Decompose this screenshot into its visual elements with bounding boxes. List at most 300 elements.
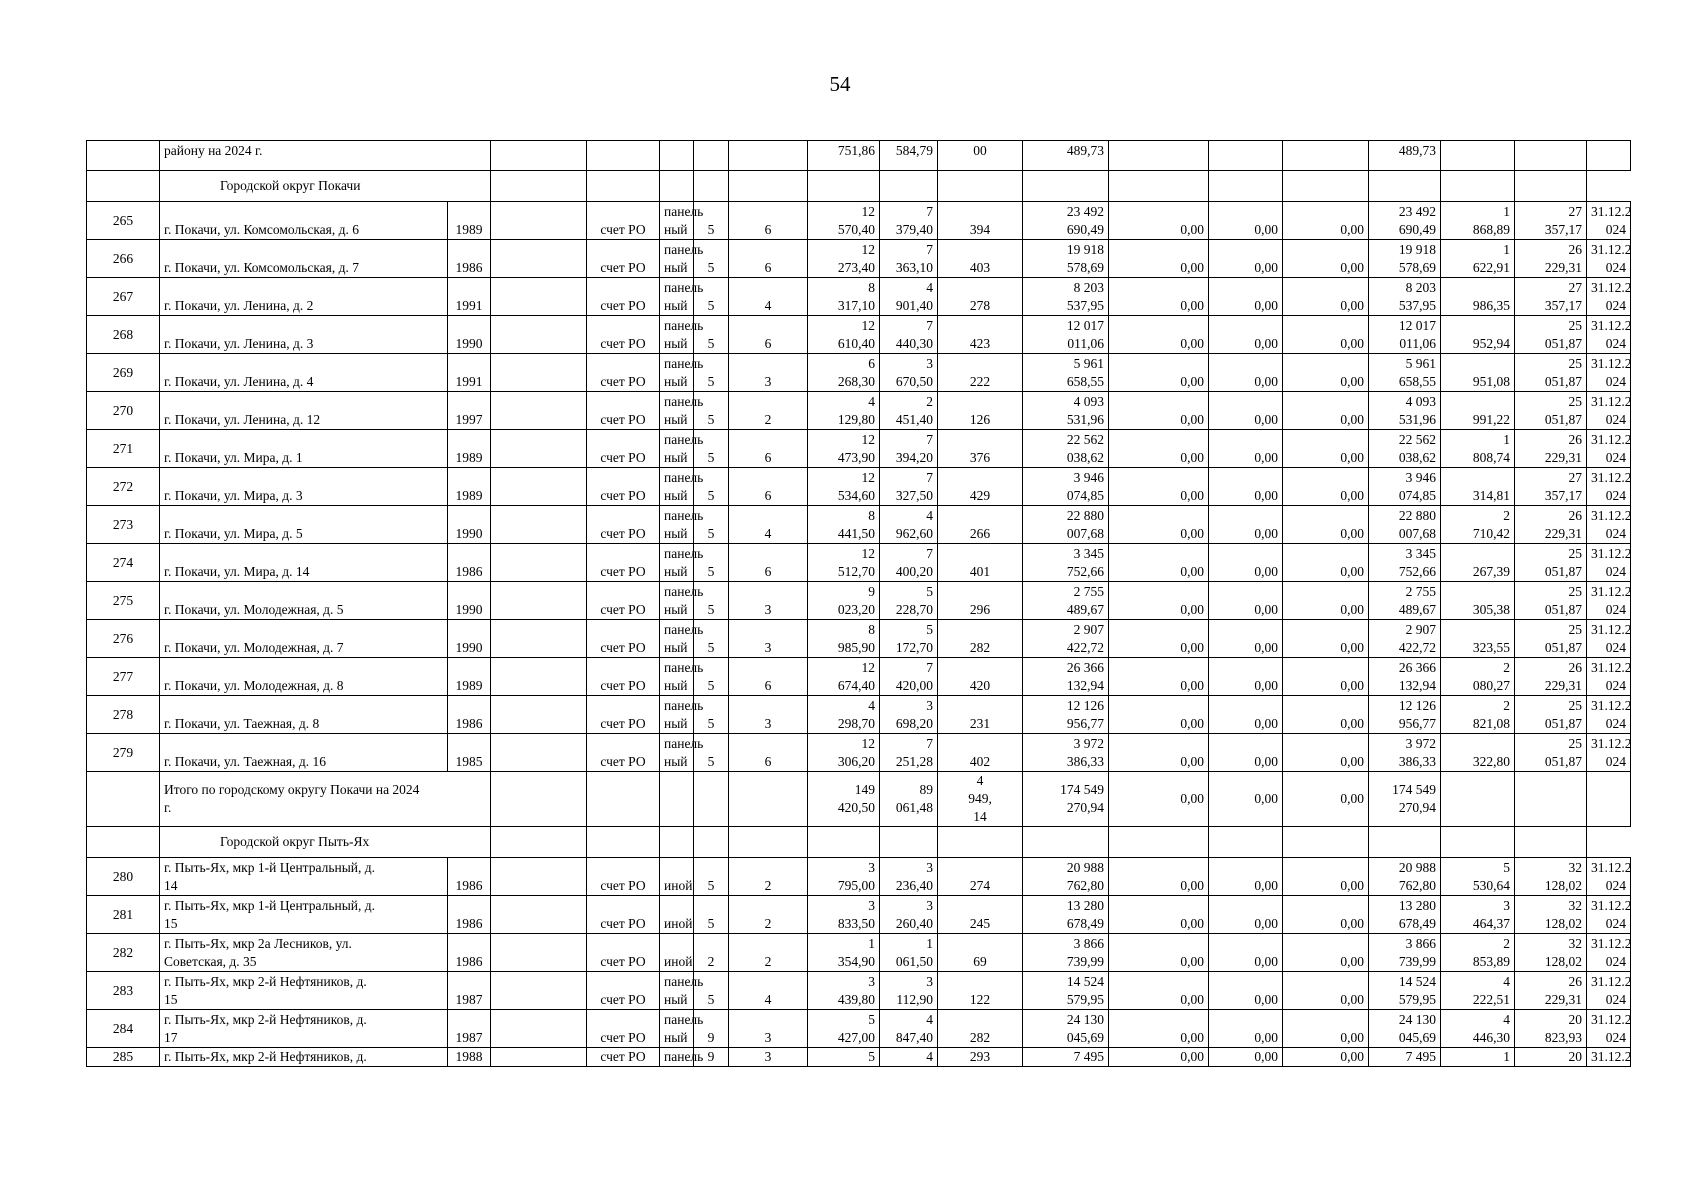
total-area [808,278,880,316]
unit-cost [1441,896,1515,934]
max-unit-cost [1515,544,1587,582]
cost-owners-line: 2 755 [1405,584,1436,599]
floors: 5 [694,392,729,430]
max-unit-cost [1515,430,1587,468]
total-cost [1023,468,1109,506]
residents: 282 [938,620,1023,658]
total-cost [1023,934,1109,972]
wall-material-line: панель [664,1012,704,1027]
total-cost [1023,544,1109,582]
unit-cost-line [1445,545,1510,563]
total-area-line: 3 [868,860,875,875]
year-built: 1990 [448,316,491,354]
cost-owners [1369,202,1441,240]
fund-method: счет РО [587,1010,660,1048]
unit-cost [1441,544,1515,582]
unit-cost-line [1445,355,1510,373]
deadline-line: 31.12.2 [1591,974,1632,989]
row-number: 266 [87,240,160,278]
cost-local: 0,00 [1283,772,1369,827]
empty-cell [1283,171,1369,202]
wall-material-line: ный [664,222,688,237]
total-cost-line: 3 866 [1073,936,1104,951]
cost-owners [1369,620,1441,658]
cost-owners-line: 956,77 [1398,716,1436,731]
living-area-line: 172,70 [895,640,933,655]
empty-cell [491,171,587,202]
total-cost-line: 8 203 [1073,280,1104,295]
row-number: 269 [87,354,160,392]
deadline-line: 024 [1605,450,1626,465]
total-cost-line: 386,33 [1066,754,1104,769]
living-area [880,278,938,316]
total-cost-line: 3 972 [1073,736,1104,751]
total-cost-line: 578,69 [1066,260,1104,275]
address: г. Покачи, ул. Ленина, д. 4 [160,354,448,392]
wall-material [660,620,704,658]
total-cost-line: 752,66 [1066,564,1104,579]
living-area-line: 3 [926,898,933,913]
cost-owners-line: 19 918 [1398,242,1436,257]
residents: 402 [938,734,1023,772]
cost-federal: 0,00 [1109,278,1209,316]
deadline-line: 31.12.2 [1591,584,1632,599]
entrances: 6 [729,316,808,354]
total-area-line: 306,20 [837,754,875,769]
empty-cell [694,171,729,202]
unit-cost [1441,354,1515,392]
cost-federal [1109,141,1209,171]
wall-material [660,240,704,278]
cost-federal: 0,00 [1109,658,1209,696]
cost-local: 0,00 [1283,658,1369,696]
deadline [1587,316,1631,354]
wall-material-line: панель [664,204,704,219]
floors: 5 [694,734,729,772]
max-unit-cost-line: 27 [1568,204,1582,219]
residents: 282 [938,1010,1023,1048]
total-cost: 7 495 [1023,1048,1109,1067]
table-row [87,278,1631,316]
wall-material [660,934,694,972]
cost-regional: 0,00 [1209,734,1283,772]
max-unit-cost-line: 25 [1568,622,1582,637]
deadline-line: 024 [1605,564,1626,579]
cost-local: 0,00 [1283,896,1369,934]
cost-owners-line: 422,72 [1398,640,1436,655]
max-unit-cost-line: 26 [1568,508,1582,523]
residents: 245 [938,896,1023,934]
living-area-line: 4 [926,1012,933,1027]
table-row [87,544,1631,582]
total-area-line: 149 [854,782,875,797]
total-area-line: 1 [868,936,875,951]
entrances: 2 [729,858,808,896]
living-area-line: 7 [926,204,933,219]
unit-cost-line: 4 [1503,974,1510,989]
residents: 278 [938,278,1023,316]
empty-cell [1209,827,1283,858]
residents: 403 [938,240,1023,278]
unit-cost [1441,141,1515,171]
table-row [87,934,1631,972]
total-cost-line: 26 366 [1066,660,1104,675]
cost-regional: 0,00 [1209,468,1283,506]
max-unit-cost-line: 128,02 [1544,954,1582,969]
max-unit-cost-line: 823,93 [1544,1030,1582,1045]
total-cost-line: 074,85 [1066,488,1104,503]
max-unit-cost [1515,141,1587,171]
wall-material [660,278,704,316]
empty-cell [938,171,1023,202]
cost-owners [1369,658,1441,696]
cost-local: 0,00 [1283,1048,1369,1067]
cost-local: 0,00 [1283,354,1369,392]
address [160,772,491,827]
unit-cost [1441,278,1515,316]
total-cost-line: 12 126 [1066,698,1104,713]
table-row [87,582,1631,620]
wall-material [660,430,704,468]
total-area [808,658,880,696]
unit-cost [1441,316,1515,354]
address-line: г. Пыть-Ях, мкр 2а Лесников, ул. [164,936,352,951]
cost-owners-line: 739,99 [1398,954,1436,969]
cost-owners-line: 22 562 [1398,432,1436,447]
deadline-line: 31.12.2 [1591,508,1632,523]
cost-owners-line: 14 524 [1398,974,1436,989]
cost-local: 0,00 [1283,696,1369,734]
unit-cost [1441,696,1515,734]
row-number: 281 [87,896,160,934]
max-unit-cost-line: 25 [1568,394,1582,409]
fund-method: счет РО [587,430,660,468]
cost-owners [1369,896,1441,934]
cost-owners-line: 13 280 [1398,898,1436,913]
year-built: 1990 [448,582,491,620]
max-unit-cost-line: 26 [1568,242,1582,257]
deadline [1587,582,1631,620]
year-built: 1989 [448,658,491,696]
year-built: 1990 [448,620,491,658]
residents: 429 [938,468,1023,506]
fund-method: счет РО [587,468,660,506]
wall-material-line: панель [664,660,704,675]
total-area-line: 610,40 [837,336,875,351]
empty-cell [587,772,660,827]
living-area [880,506,938,544]
address-line: 15 [164,992,178,1007]
residents: 69 [938,934,1023,972]
entrances: 6 [729,430,808,468]
cost-owners-line: 3 972 [1405,736,1436,751]
unit-cost [1441,772,1515,827]
address: г. Покачи, ул. Мира, д. 14 [160,544,448,582]
cost-regional: 0,00 [1209,354,1283,392]
fund-method: счет РО [587,278,660,316]
cost-owners-line: 578,69 [1398,260,1436,275]
cost-local: 0,00 [1283,582,1369,620]
wall-material-line: панель [664,974,704,989]
max-unit-cost-line: 27 [1568,470,1582,485]
max-unit-cost-line: 051,87 [1544,564,1582,579]
living-area-line: 451,40 [895,412,933,427]
section-row [87,827,1631,858]
total-area-line: 129,80 [837,412,875,427]
total-area [808,430,880,468]
total-cost-line: 23 492 [1066,204,1104,219]
wall-material-line: ный [664,716,688,731]
row-number: 275 [87,582,160,620]
total-area [808,858,880,896]
empty-cell [1515,171,1587,202]
cost-regional: 0,00 [1209,544,1283,582]
cost-local: 0,00 [1283,620,1369,658]
floors: 5 [694,506,729,544]
total-area [808,620,880,658]
max-unit-cost [1515,468,1587,506]
address [160,972,448,1010]
entrances: 6 [729,658,808,696]
max-unit-cost [1515,896,1587,934]
year-built: 1989 [448,468,491,506]
living-area-line: 670,50 [895,374,933,389]
row-number: 271 [87,430,160,468]
empty-cell [491,620,587,658]
cost-federal: 0,00 [1109,202,1209,240]
unit-cost-line: 5 [1503,860,1510,875]
total-area-line: 3 [868,974,875,989]
empty-cell [808,827,880,858]
max-unit-cost-line: 229,31 [1544,526,1582,541]
table-row [87,1010,1631,1048]
cost-owners-line: 537,95 [1398,298,1436,313]
wall-material-line: ный [664,450,688,465]
living-area-line: 1 [926,936,933,951]
total-area-line: 674,40 [837,678,875,693]
empty-cell [729,171,808,202]
living-area [880,468,938,506]
empty-cell [660,772,694,827]
row-number: 265 [87,202,160,240]
empty-cell [729,141,808,171]
unit-cost-line: 868,89 [1472,222,1510,237]
empty-cell [491,141,587,171]
total-area-line: 12 [861,736,875,751]
living-area-line: 420,00 [895,678,933,693]
max-unit-cost [1515,658,1587,696]
living-area-line: 363,10 [895,260,933,275]
floors: 5 [694,354,729,392]
entrances: 3 [729,1010,808,1048]
address-line: г. [164,800,172,815]
wall-material [660,972,704,1010]
cost-local: 0,00 [1283,972,1369,1010]
cost-regional: 0,00 [1209,392,1283,430]
floors: 5 [694,658,729,696]
total-cost-line: 2 755 [1073,584,1104,599]
total-cost [1023,772,1109,827]
empty-cell [491,734,587,772]
cost-federal: 0,00 [1109,1048,1209,1067]
total-cost [1023,506,1109,544]
table-row [87,354,1631,392]
total-cost-line: 132,94 [1066,678,1104,693]
deadline-line: 024 [1605,1030,1626,1045]
unit-cost-line: 2 [1503,936,1510,951]
total-area [808,468,880,506]
unit-cost-line: 1 [1503,204,1510,219]
living-area-line: 394,20 [895,450,933,465]
deadline-line: 31.12.2 [1591,204,1632,219]
max-unit-cost [1515,506,1587,544]
cost-owners-line: 26 366 [1398,660,1436,675]
cost-local: 0,00 [1283,1010,1369,1048]
living-area-line: 061,48 [895,800,933,815]
total-area [808,772,880,827]
max-unit-cost [1515,934,1587,972]
total-area-line: 4 [868,698,875,713]
total-cost-line: 762,80 [1066,878,1104,893]
entrances: 3 [729,620,808,658]
living-area [880,582,938,620]
total-area [808,896,880,934]
residents: 122 [938,972,1023,1010]
living-area: 4 [880,1048,938,1067]
total-cost-line: 4 093 [1073,394,1104,409]
wall-material-line: ный [664,336,688,351]
cost-federal: 0,00 [1109,858,1209,896]
year-built: 1986 [448,934,491,972]
living-area [880,430,938,468]
deadline-line: 31.12.2 [1591,660,1632,675]
max-unit-cost-line: 25 [1568,318,1582,333]
max-unit-cost [1515,392,1587,430]
max-unit-cost-line: 26 [1568,432,1582,447]
floors: 2 [694,934,729,972]
empty-cell [660,141,694,171]
cost-owners [1369,278,1441,316]
section-title: Городской округ Покачи [160,171,491,202]
section-row [87,171,1631,202]
max-unit-cost-line: 128,02 [1544,916,1582,931]
empty-cell [491,858,587,896]
total-area-line: 420,50 [837,800,875,815]
cost-local: 0,00 [1283,858,1369,896]
unit-cost-line: 446,30 [1472,1030,1510,1045]
address-line: г. Пыть-Ях, мкр 2-й Нефтяников, д. [164,974,367,989]
cost-owners-line: 678,49 [1398,916,1436,931]
fund-method: счет РО [587,392,660,430]
max-unit-cost-line: 051,87 [1544,602,1582,617]
living-area [880,772,938,827]
unit-cost-line: 322,80 [1472,754,1510,769]
total-area-line: 298,70 [837,716,875,731]
empty-cell [491,827,587,858]
unit-cost-line: 622,91 [1472,260,1510,275]
total-area-line: 795,00 [837,878,875,893]
cost-federal: 0,00 [1109,354,1209,392]
total-cost-line: 678,49 [1066,916,1104,931]
address: г. Пыть-Ях, мкр 2-й Нефтяников, д. [160,1048,448,1067]
row-number: 283 [87,972,160,1010]
wall-material-line: панель [664,356,704,371]
year-built: 1986 [448,858,491,896]
cost-local: 0,00 [1283,506,1369,544]
cost-regional: 0,00 [1209,202,1283,240]
row-number: 285 [87,1048,160,1067]
deadline [1587,468,1631,506]
total-area-line: 9 [868,584,875,599]
living-area-line: 7 [926,432,933,447]
total-area-line: 12 [861,470,875,485]
wall-material-line: панель [664,584,704,599]
max-unit-cost-line: 25 [1568,546,1582,561]
cost-federal: 0,00 [1109,240,1209,278]
deadline [1587,858,1631,896]
wall-material-line: ный [664,374,688,389]
wall-material [660,354,704,392]
max-unit-cost [1515,696,1587,734]
cost-local: 0,00 [1283,734,1369,772]
deadline-line: 024 [1605,992,1626,1007]
deadline [1587,544,1631,582]
living-area-line: 7 [926,736,933,751]
deadline [1587,1010,1631,1048]
year-built: 1997 [448,392,491,430]
cost-owners-line: 22 880 [1398,508,1436,523]
row-number: 279 [87,734,160,772]
row-number [87,772,160,827]
cost-owners-line: 489,67 [1398,602,1436,617]
wall-material [660,858,694,896]
empty-cell [808,171,880,202]
row-number [87,171,160,202]
total-area-line: 441,50 [837,526,875,541]
wall-material-line: ный [664,298,688,313]
table-row [87,620,1631,658]
total-area-line: 273,40 [837,260,875,275]
max-unit-cost-line: 051,87 [1544,412,1582,427]
empty-cell [1283,827,1369,858]
empty-cell [491,506,587,544]
living-area-line: 7 [926,318,933,333]
address-line: 14 [164,878,178,893]
deadline-line: 31.12.2 [1591,698,1632,713]
fund-method: счет РО [587,858,660,896]
deadline-line: 024 [1605,526,1626,541]
total-area-line: 12 [861,660,875,675]
cost-owners-line: 12 017 [1398,318,1436,333]
cost-federal: 0,00 [1109,430,1209,468]
address: г. Покачи, ул. Ленина, д. 12 [160,392,448,430]
living-area [880,858,938,896]
living-area-line: 89 [919,782,933,797]
total-area-line: 985,90 [837,640,875,655]
total-cost [1023,972,1109,1010]
row-number: 278 [87,696,160,734]
table-row [87,240,1631,278]
residents: 296 [938,582,1023,620]
row-number: 267 [87,278,160,316]
cost-owners-line: 24 130 [1398,1012,1436,1027]
empty-cell [587,171,660,202]
address: г. Покачи, ул. Таежная, д. 8 [160,696,448,734]
empty-cell [491,202,587,240]
table-row [87,202,1631,240]
floors: 5 [694,430,729,468]
empty-cell [1109,171,1209,202]
